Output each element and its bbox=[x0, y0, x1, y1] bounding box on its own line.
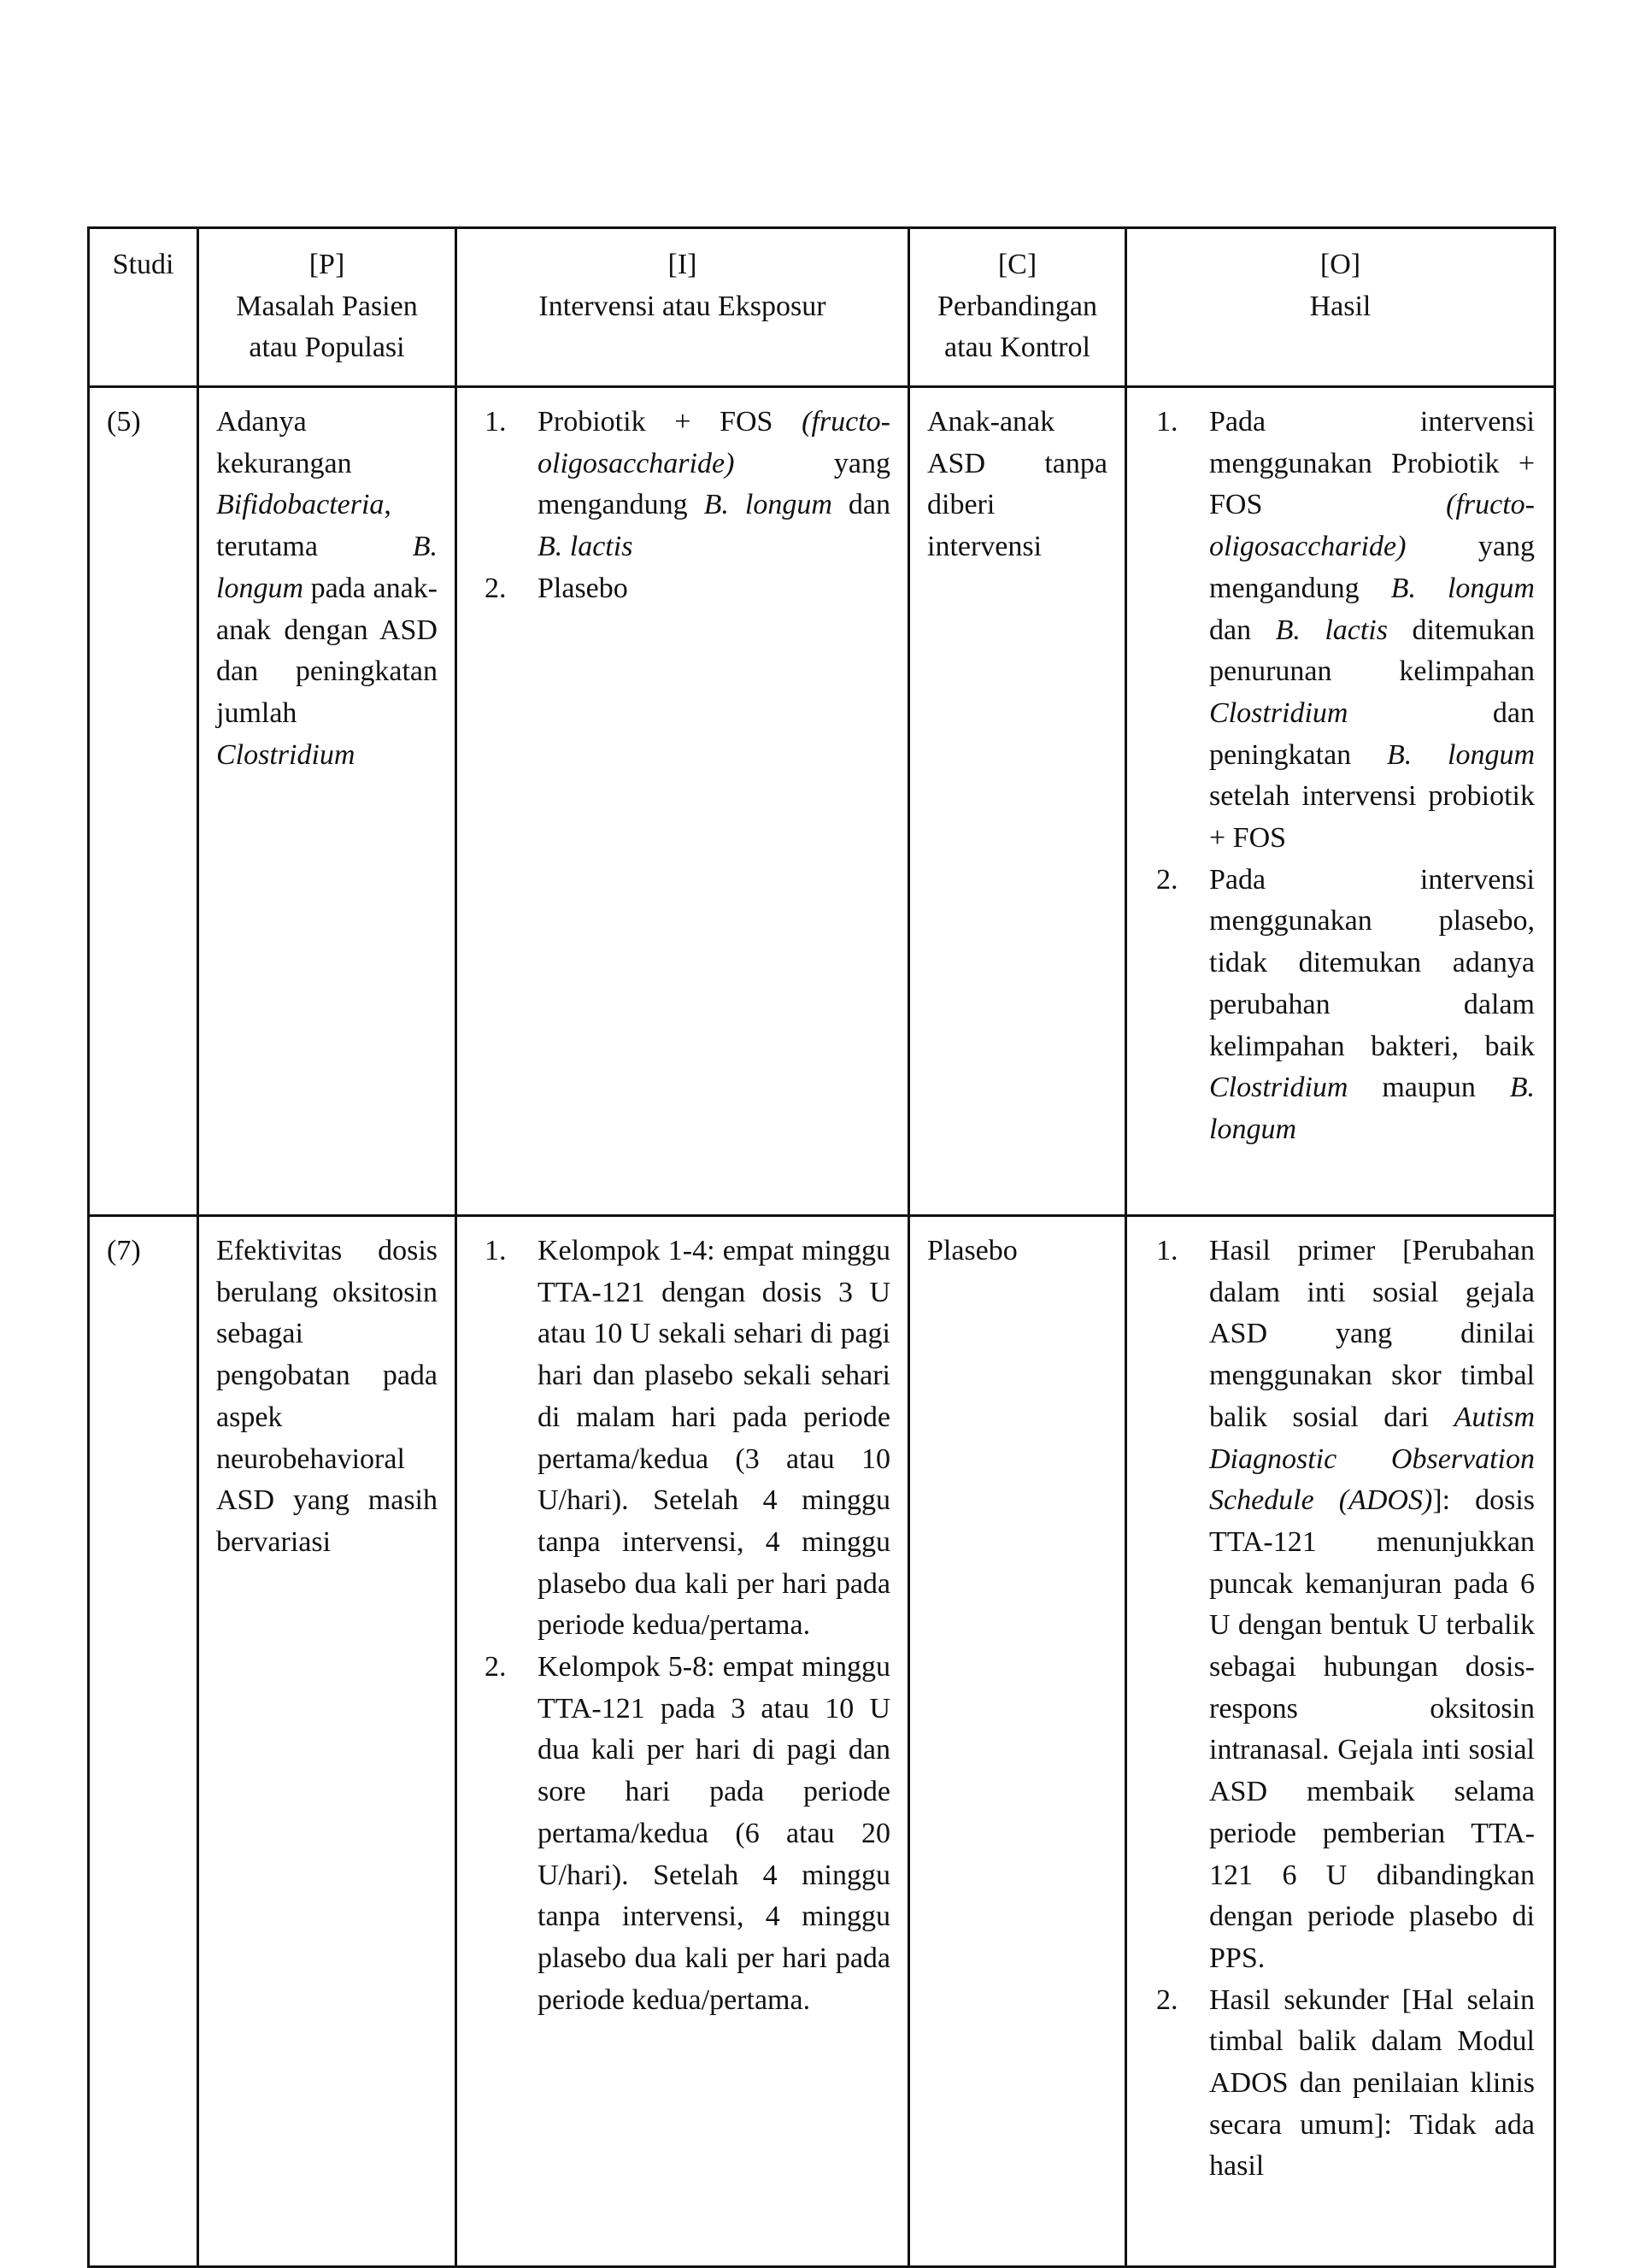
header-comparison-line1: Perbandingan bbox=[937, 290, 1097, 322]
intervention-cell bbox=[456, 387, 909, 1216]
text-segment: , terutama bbox=[216, 489, 413, 563]
header-intervention-line1: Intervensi atau Eksposur bbox=[538, 290, 826, 322]
header-intervention bbox=[456, 228, 909, 387]
taxon-name: Bifidobacteria bbox=[216, 489, 385, 521]
taxon-name: B. longum bbox=[1209, 1072, 1535, 1145]
taxon-name: Clostridium bbox=[216, 738, 355, 771]
list-item bbox=[485, 402, 890, 568]
header-comparison-line2: atau Kontrol bbox=[944, 332, 1090, 364]
header-outcome-code: [O] bbox=[1319, 249, 1361, 280]
text-segment: ]: dosis TTA-121 menunjukkan puncak kemanjuran pada 6 U dengan bentuk U terbalik sebagai hubungan dosis-respons oksitosin intranasal. Gejala inti sosial ASD membaik selama periode pemberian TTA-121 6 U dibandingkan dengan periode plasebo di PPS. bbox=[1209, 1484, 1535, 1974]
text-segment: Plasebo bbox=[538, 572, 628, 604]
text-segment: Kelompok 1-4: empat minggu TTA-121 dengan dosis 3 U atau 10 U sekali sehari di pagi hari dan plasebo sekali sehari di malam hari pada periode pertama/kedua (3 atau 10 U/hari). Setelah 4 minggu tanpa intervensi, 4 minggu plasebo dua kali per hari pada periode kedua/pertama. bbox=[538, 1235, 890, 1642]
text-segment: maupun bbox=[1348, 1072, 1510, 1104]
study-id-cell bbox=[89, 1216, 198, 2267]
table-row bbox=[89, 387, 1555, 1216]
text-segment: Adanya kekurangan bbox=[216, 406, 352, 479]
list-number: 1. bbox=[485, 406, 507, 438]
header-studi bbox=[89, 228, 198, 387]
outcome-list bbox=[1156, 1231, 1535, 2188]
list-item bbox=[1156, 402, 1535, 860]
taxon-name: B. longum bbox=[1390, 572, 1535, 604]
header-population-line1: Masalah Pasien bbox=[236, 290, 418, 322]
study-id-cell bbox=[89, 387, 198, 1216]
comparison-cell bbox=[909, 387, 1126, 1216]
text-segment: Probiotik + FOS bbox=[538, 406, 802, 438]
text-segment: yang mengandung bbox=[538, 447, 890, 521]
header-comparison-code: [C] bbox=[997, 249, 1037, 280]
list-number: 1. bbox=[1156, 406, 1178, 438]
list-number: 1. bbox=[1156, 1235, 1178, 1266]
comparison-text: Anak-anak ASD tanpa diberi intervensi bbox=[927, 406, 1107, 563]
term-italic: (fructo-oligosaccharide) bbox=[538, 406, 890, 479]
list-item bbox=[1156, 1231, 1535, 1980]
taxon-name: B. longum bbox=[216, 531, 438, 604]
term-italic: (fructo-oligosaccharide) bbox=[1209, 489, 1535, 563]
list-item bbox=[1156, 1980, 1535, 2189]
term-italic: Autism Diagnostic Observation Schedule (ADOS) bbox=[1209, 1401, 1535, 1517]
text-segment: Hasil primer [Perubahan dalam inti sosial gejala ASD yang dinilai menggunakan skor timbal balik sosial dari bbox=[1209, 1235, 1535, 1433]
text-segment: Pada intervensi menggunakan plasebo, tidak ditemukan adanya perubahan dalam kelimpahan bakteri, baik bbox=[1209, 863, 1535, 1062]
text-segment: Pada intervensi menggunakan Probiotik + FOS bbox=[1209, 406, 1535, 521]
comparison-text: Plasebo bbox=[927, 1235, 1018, 1266]
intervention-cell bbox=[456, 1216, 909, 2267]
header-population bbox=[198, 228, 456, 387]
outcome-cell bbox=[1126, 387, 1555, 1216]
outcome-list bbox=[1156, 402, 1535, 1151]
intervention-list bbox=[485, 1231, 890, 2021]
taxon-name: Clostridium bbox=[1209, 1072, 1348, 1104]
taxon-name: Clostridium bbox=[1209, 696, 1348, 729]
header-comparison bbox=[909, 228, 1126, 387]
text-segment: pada anak-anak dengan ASD dan peningkatan jumlah bbox=[216, 572, 438, 729]
header-population-code: [P] bbox=[308, 249, 345, 280]
header-population-line2: atau Populasi bbox=[249, 332, 405, 364]
taxon-name: B. lactis bbox=[538, 531, 633, 563]
population-text bbox=[216, 402, 438, 776]
outcome-cell bbox=[1126, 1216, 1555, 2267]
population-cell bbox=[198, 387, 456, 1216]
list-number: 2. bbox=[485, 572, 507, 604]
list-number: 2. bbox=[1156, 863, 1178, 896]
taxon-name: B. lactis bbox=[1275, 614, 1388, 646]
list-item bbox=[485, 1647, 890, 2021]
table-header-row bbox=[89, 228, 1555, 387]
text-segment: Hasil sekunder [Hal selain timbal balik dalam Modul ADOS dan penilaian klinis secara umum]: Tidak ada hasil bbox=[1209, 1983, 1535, 2183]
header-studi-label: Studi bbox=[112, 249, 174, 280]
pico-table bbox=[87, 226, 1556, 2268]
population-text: Efektivitas dosis berulang oksitosin sebagai pengobatan pada aspek neurobehavioral ASD yang masih bervariasi bbox=[216, 1235, 438, 1558]
list-number: 2. bbox=[485, 1651, 507, 1683]
table-row bbox=[89, 1216, 1555, 2267]
header-outcome-line1: Hasil bbox=[1309, 290, 1372, 322]
text-segment: dan bbox=[831, 489, 890, 521]
comparison-cell bbox=[909, 1216, 1126, 2267]
taxon-name: B. longum bbox=[703, 489, 832, 521]
population-cell bbox=[198, 1216, 456, 2267]
list-item bbox=[485, 1231, 890, 1647]
text-segment: dan peningkatan bbox=[1209, 696, 1535, 771]
text-segment: dan bbox=[1209, 614, 1276, 646]
study-id: (5) bbox=[107, 406, 141, 438]
header-outcome bbox=[1126, 228, 1555, 387]
intervention-list bbox=[485, 402, 890, 610]
text-segment: Kelompok 5-8: empat minggu TTA-121 pada 3 atau 10 U dua kali per hari di pagi dan sore hari pada periode pertama/kedua (6 atau 20 U/hari). Setelah 4 minggu tanpa intervensi, 4 minggu plasebo dua kali per hari pada periode kedua/pertama. bbox=[538, 1651, 890, 2016]
header-intervention-code: [I] bbox=[667, 249, 697, 280]
text-segment: setelah intervensi probiotik + FOS bbox=[1209, 780, 1535, 855]
text-segment: yang mengandung bbox=[1209, 531, 1535, 604]
list-item bbox=[485, 568, 890, 610]
taxon-name: B. longum bbox=[1386, 738, 1535, 771]
list-number: 2. bbox=[1156, 1983, 1178, 2016]
study-id: (7) bbox=[107, 1235, 141, 1266]
list-number: 1. bbox=[485, 1235, 507, 1266]
text-segment: ditemukan penurunan kelimpahan bbox=[1209, 614, 1535, 688]
list-item bbox=[1156, 860, 1535, 1151]
